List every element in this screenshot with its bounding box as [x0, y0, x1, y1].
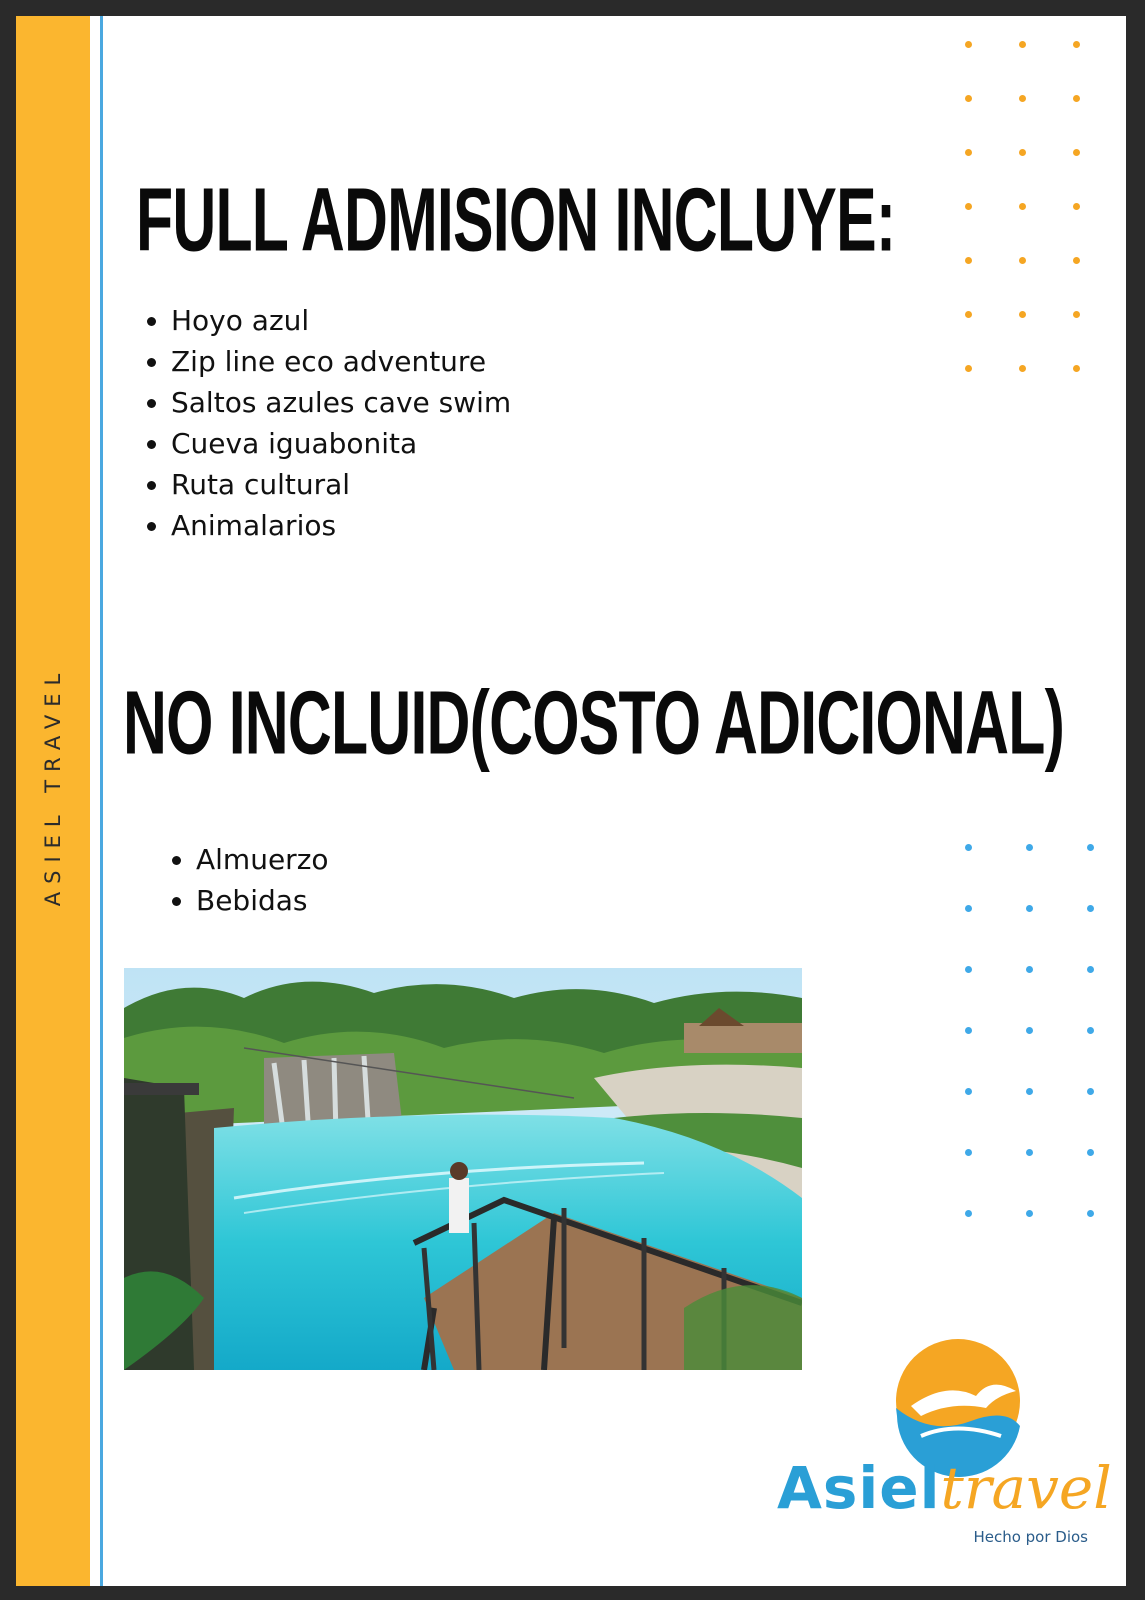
blue-vertical-rule — [100, 16, 103, 1586]
blue-dot-pattern — [965, 844, 1094, 1217]
brochure-page — [16, 16, 1126, 1586]
brand-logo — [771, 1336, 1112, 1566]
logo-tagline: Hecho por Dios — [973, 1528, 1088, 1546]
list-item: Bebidas — [172, 880, 329, 921]
side-gap — [90, 16, 100, 1586]
list-item: Hoyo azul — [147, 300, 511, 341]
logo-brand-part1: Asiel — [777, 1454, 941, 1522]
list-item: Animalarios — [147, 505, 511, 546]
not-included-list — [172, 839, 329, 921]
list-item: Zip line eco adventure — [147, 341, 511, 382]
lagoon-photo — [124, 968, 802, 1370]
included-list — [147, 300, 511, 546]
list-item: Ruta cultural — [147, 464, 511, 505]
included-heading: FULL ADMISION INCLUYE: — [136, 170, 896, 271]
logo-brand-part2: travel — [940, 1454, 1112, 1522]
orange-dot-pattern — [965, 41, 1080, 372]
list-item: Cueva iguabonita — [147, 423, 511, 464]
not-included-heading: NO INCLUID(COSTO ADICIONAL) — [123, 673, 1065, 774]
side-accent-bar — [16, 16, 90, 1586]
side-brand-text: ASIEL TRAVEL — [41, 665, 65, 907]
list-item: Saltos azules cave swim — [147, 382, 511, 423]
list-item: Almuerzo — [172, 839, 329, 880]
